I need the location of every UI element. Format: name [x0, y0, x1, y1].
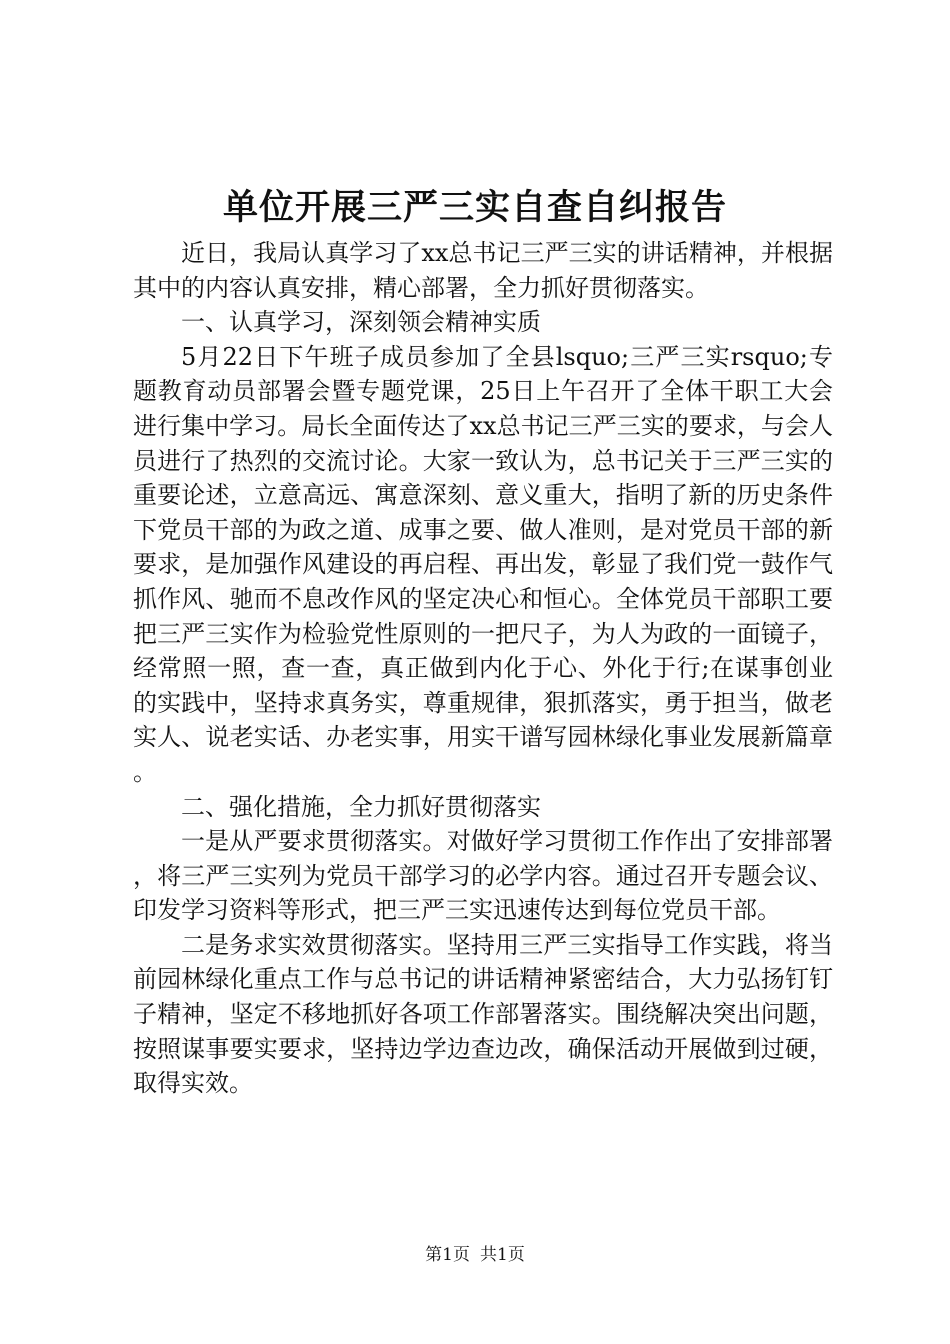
page-footer	[0, 1244, 950, 1266]
page-number: 第1页	[425, 1245, 470, 1265]
document-title: 单位开展三严三实自查自纠报告	[222, 187, 727, 228]
section-2-paragraph-1: 一是从严要求贯彻落实。对做好学习贯彻工作作出了安排部署，将三严三实列为党员干部学习的必学内容。通过召开专题会议、印发学习资料等形式，把三严三实迅速传达到每位党员干部。	[133, 827, 833, 925]
page-total: 共1页	[480, 1245, 525, 1265]
section-heading-1: 一、认真学习，深刻领会精神实质	[181, 308, 541, 337]
intro-paragraph: 近日，我局认真学习了xx总书记三严三实的讲话精神，并根据其中的内容认真安排，精心部署，全力抓好贯彻落实。	[133, 239, 833, 302]
section-heading-2: 二、强化措施，全力抓好贯彻落实	[181, 792, 541, 821]
document-body	[133, 236, 833, 1101]
section-2-paragraph-2: 二是务求实效贯彻落实。坚持用三严三实指导工作实践，将当前园林绿化重点工作与总书记的讲话精神紧密结合，大力弘扬钉钉子精神，坚定不移地抓好各项工作部署落实。围绕解决突出问题，按照谋事要实要求，坚持边学边查边改，确保活动开展做到过硬，取得实效。	[133, 930, 833, 1098]
section-1-paragraph: 5月22日下午班子成员参加了全县lsquo;三严三实rsquo;专题教育动员部署会暨专题党课，25日上午召开了全体干职工大会进行集中学习。局长全面传达了xx总书记三严三实的要求，与会人员进行了热烈的交流讨论。大家一致认为，总书记关于三严三实的重要论述，立意高远、寓意深刻、意义重大，指明了新的历史条件下党员干部的为政之道、成事之要、做人准则，是对党员干部的新要求，是加强作风建设的再启程、再出发，彰显了我们党一鼓作气抓作风、驰而不息改作风的坚定决心和恒心。全体党员干部职工要把三严三实作为检验党性原则的一把尺子，为人为政的一面镜子，经常照一照，查一查，真正做到内化于心、外化于行;在谋事创业的实践中，坚持求真务实，尊重规律，狠抓落实，勇于担当，做老实人、说老实话、办老实事，用实干谱写园林绿化事业发展新篇章。	[133, 342, 833, 786]
